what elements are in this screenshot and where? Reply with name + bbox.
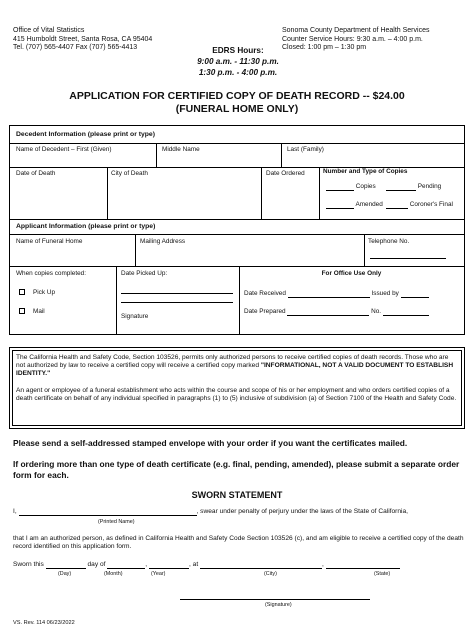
sworn-signature-blank[interactable]: [180, 599, 370, 600]
decedent-first-name-field[interactable]: Name of Decedent – First (Given): [16, 146, 112, 153]
decedent-heading: Decedent Information (please print or type): [16, 131, 155, 138]
pending-label: Pending: [417, 183, 442, 190]
mail-checkbox[interactable]: [19, 308, 25, 314]
funeral-home-name-field[interactable]: Name of Funeral Home: [16, 238, 83, 245]
form-title: [0, 90, 474, 116]
pick-up-option[interactable]: [19, 289, 55, 297]
coroners-final-label: Coroner's Final: [409, 201, 453, 208]
telephone-blank[interactable]: [370, 258, 446, 259]
decedent-middle-name-field[interactable]: Middle Name: [162, 146, 200, 153]
sworn-line-1-text: , swear under penalty of perjury under the laws of the State of California,: [196, 508, 408, 515]
date-picked-up-blank[interactable]: [121, 293, 233, 294]
date-picked-up-label: Date Picked Up:: [121, 270, 168, 277]
legal-notice-box: [9, 347, 465, 429]
state-blank[interactable]: [326, 568, 400, 569]
state-caption: (State): [374, 571, 391, 577]
date-ordered-field[interactable]: Date Ordered: [266, 170, 305, 177]
legal-paragraph-2: An agent or employee of a funeral establishment who acts within the course and scope of his or her employment and who orders certified copies of a death certificate on behalf of any individual specified in paragraphs (1) to (5) inclusive of subdivision (a) of Section 7100 of the Health and Safety Code.: [16, 386, 457, 402]
coroners-final-count-row[interactable]: [386, 201, 453, 209]
mailing-address-field[interactable]: Mailing Address: [140, 238, 186, 245]
legal-paragraph-1-text: The California Health and Safety Code, Section 103526, permits only authorized persons to receive certified copies of death records. Those who are not authorized by law to receive a certified copy will receive a certified copy marked: [16, 354, 449, 370]
amended-label: Amended: [355, 201, 383, 208]
office-address-block: [13, 27, 152, 53]
date-prepared-label: Date Prepared: [244, 308, 286, 315]
date-received-row[interactable]: [244, 290, 429, 298]
pick-up-label: Pick Up: [33, 289, 56, 296]
mail-option[interactable]: [19, 308, 45, 316]
city-blank[interactable]: [200, 568, 322, 569]
year-blank[interactable]: [149, 568, 189, 569]
pick-up-checkbox[interactable]: [19, 289, 25, 295]
day-caption: (Day): [58, 571, 72, 577]
sworn-signature-caption: (Signature): [265, 602, 292, 608]
day-blank[interactable]: [46, 568, 86, 569]
copies-count-row[interactable]: [326, 183, 376, 191]
comma-label-2: ,: [322, 561, 324, 568]
form-title-line1: APPLICATION FOR CERTIFIED COPY OF DEATH RECORD -- $24.00: [69, 90, 405, 102]
legal-informational-notice: "INFORMATIONAL, NOT A VALID DOCUMENT TO ESTABLISH IDENTITY.": [16, 362, 454, 378]
applicant-heading: Applicant Information (please print or type): [16, 223, 156, 230]
sworn-line-2: that I am an authorized person, as defined in California Health and Safety Code Section 103526 (c), and am eligible to receive a certified copy of the death record identified on this application form.: [13, 535, 464, 551]
mail-instruction: Please send a self-addressed stamped envelope with your order if you want the certificates mailed.: [13, 438, 408, 448]
sworn-date-row: [13, 561, 400, 569]
month-caption: (Month): [104, 571, 123, 577]
date-received-label: Date Received: [244, 290, 286, 297]
sworn-line-1: [13, 508, 408, 516]
signature-label: Signature: [121, 313, 149, 320]
pending-count-row[interactable]: [386, 183, 441, 191]
city-caption: (City): [264, 571, 277, 577]
when-completed-label: When copies completed:: [16, 270, 86, 277]
form-revision: VS. Rev. 114 06/23/2022: [13, 620, 75, 626]
department-block: [282, 27, 429, 53]
closed-hours: Closed: 1:00 pm – 1:30 pm: [282, 44, 367, 52]
mail-label: Mail: [33, 308, 45, 315]
comma-label: ,: [145, 561, 148, 568]
info-form-box: [9, 125, 465, 335]
office-use-heading: For Office Use Only: [321, 270, 382, 277]
date-prepared-row[interactable]: [244, 308, 429, 316]
at-label: , at: [188, 561, 199, 568]
issued-by-label: Issued by: [371, 290, 399, 297]
office-street: 415 Humboldt Street, Santa Rosa, CA 95404: [13, 35, 153, 43]
counter-hours: Counter Service Hours: 9:30 a.m. – 4:00 p.m.: [282, 35, 423, 43]
copies-heading: Number and Type of Copies: [323, 168, 408, 175]
day-of-label: day of: [87, 561, 106, 568]
office-phone: Tel. (707) 565-4407 Fax (707) 565-4413: [13, 44, 138, 52]
edrs-hours: [180, 45, 296, 78]
office-name: Office of Vital Statistics: [13, 27, 85, 34]
printed-name-caption: (Printed Name): [98, 519, 135, 525]
edrs-title: EDRS Hours:: [212, 46, 264, 55]
amended-count-row[interactable]: [326, 201, 383, 209]
decedent-last-name-field[interactable]: Last (Family): [287, 146, 324, 153]
department-name: Sonoma County Department of Health Services: [282, 27, 430, 34]
copies-label: Copies: [355, 183, 376, 190]
number-label: No.: [371, 308, 382, 315]
edrs-time-afternoon: 1:30 p.m. - 4:00 p.m.: [198, 68, 278, 77]
month-blank[interactable]: [107, 568, 145, 569]
year-caption: (Year): [151, 571, 166, 577]
edrs-time-morning: 9:00 a.m. - 11:30 p.m.: [197, 57, 279, 66]
sworn-this-label: Sworn this: [13, 561, 44, 568]
form-title-line2: (FUNERAL HOME ONLY): [175, 103, 299, 115]
sworn-statement-heading: SWORN STATEMENT: [191, 490, 283, 500]
printed-name-blank[interactable]: [19, 515, 197, 516]
city-of-death-field[interactable]: City of Death: [111, 170, 148, 177]
date-of-death-field[interactable]: Date of Death: [16, 170, 56, 177]
sworn-i-label: I,: [13, 508, 17, 515]
multiple-order-instruction: If ordering more than one type of death certificate (e.g. final, pending, amended), please submit a separate order form for each.: [13, 459, 460, 480]
signature-blank[interactable]: [121, 302, 233, 303]
telephone-field[interactable]: Telephone No.: [368, 238, 410, 245]
legal-paragraph-1: [16, 354, 458, 379]
